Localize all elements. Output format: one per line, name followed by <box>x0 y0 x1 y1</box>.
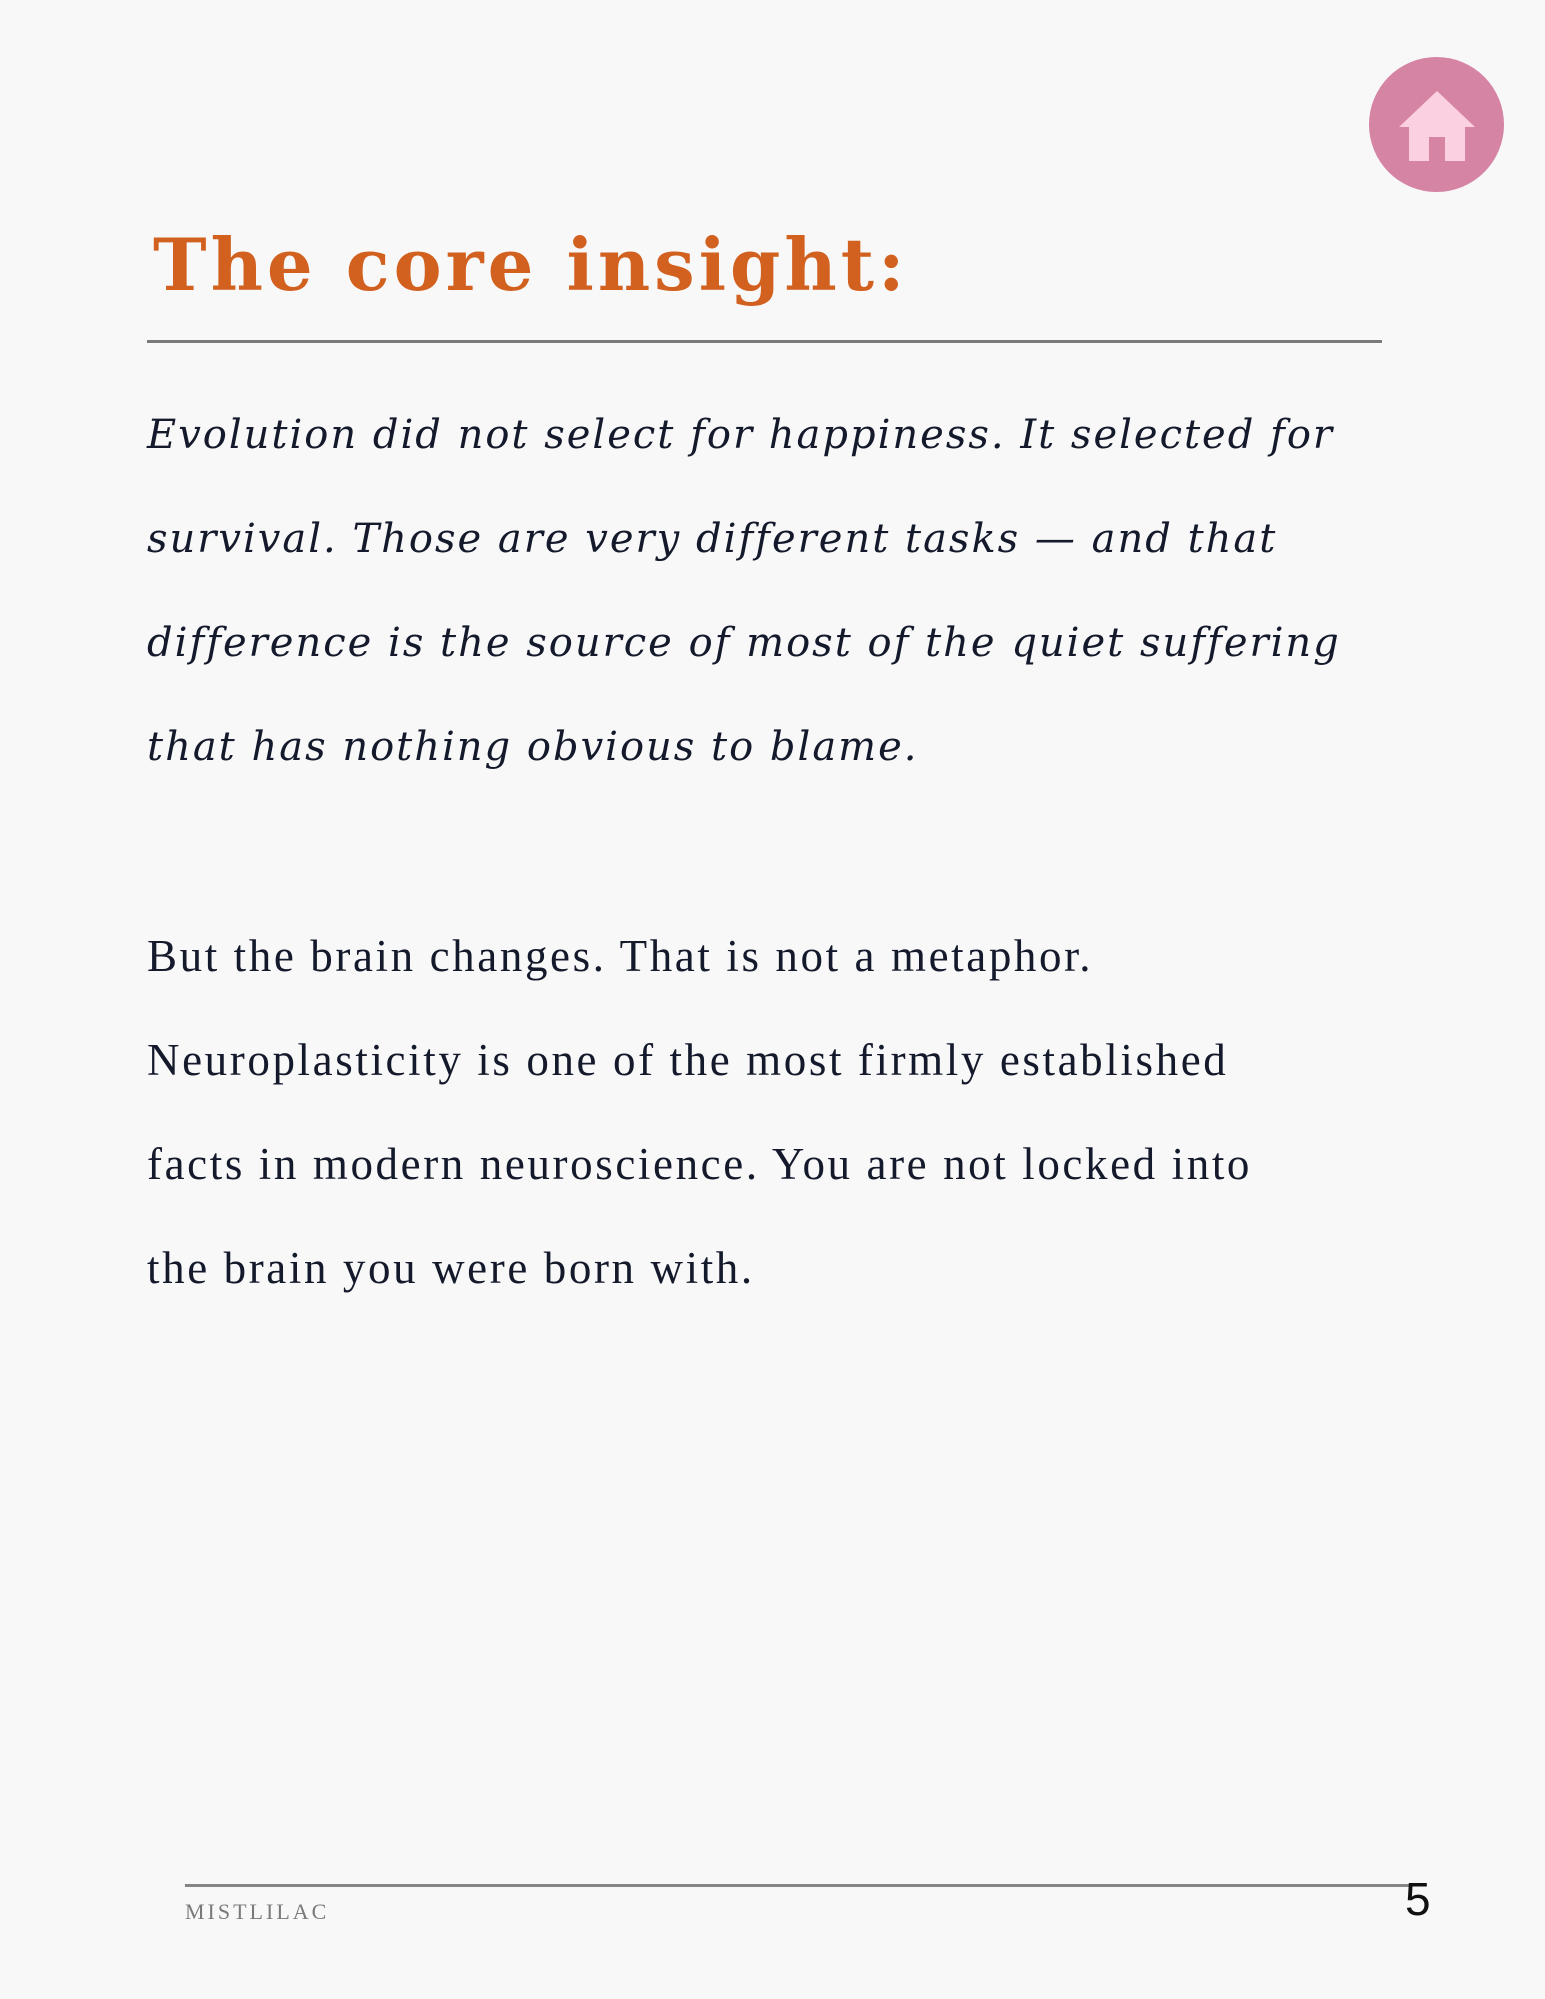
body-paragraph <box>147 904 1407 1320</box>
page-number: 5 <box>1405 1873 1431 1925</box>
paragraph-line: difference is the source of most of the quiet suffering <box>147 620 1341 666</box>
footer-divider <box>185 1884 1410 1887</box>
paragraph-line: But the brain changes. That is not a metaphor. <box>147 931 1094 981</box>
home-button[interactable] <box>1369 57 1504 192</box>
paragraph-line: the brain you were born with. <box>147 1243 755 1293</box>
insight-paragraph <box>147 383 1407 799</box>
title-divider <box>147 340 1382 343</box>
paragraph-line: survival. Those are very different tasks — and that <box>147 516 1278 562</box>
brand-name: MISTLILAC <box>185 1899 330 1924</box>
paragraph-line: facts in modern neuroscience. You are not locked into <box>147 1139 1253 1189</box>
home-icon <box>1395 87 1479 163</box>
page-title: The core insight: <box>153 222 909 307</box>
paragraph-line: Neuroplasticity is one of the most firmly established <box>147 1035 1229 1085</box>
paragraph-line: that has nothing obvious to blame. <box>147 724 919 770</box>
paragraph-line: Evolution did not select for happiness. It selected for <box>147 412 1335 458</box>
